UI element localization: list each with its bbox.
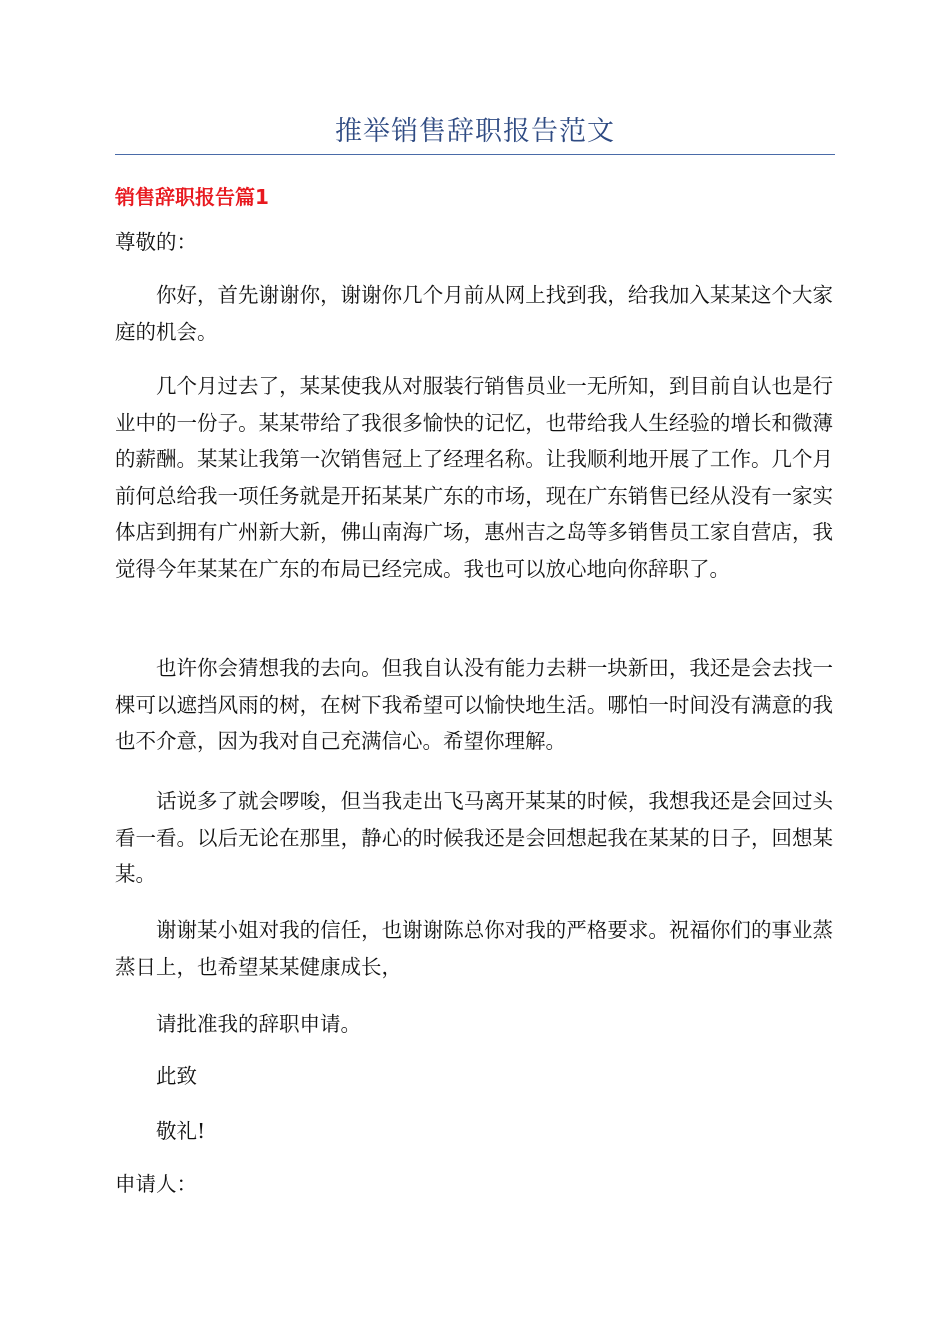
paragraph-thanks: 谢谢某小姐对我的信任，也谢谢陈总你对我的严格要求。祝福你们的事业蒸蒸日上，也希望某某健康成长，	[115, 918, 833, 979]
paragraph-greeting: 你好，首先谢谢你，谢谢你几个月前从网上找到我，给我加入某某这个大家庭的机会。	[115, 283, 833, 344]
paragraph-farewell: 话说多了就会啰唆，但当我走出飞马离开某某的时候，我想我还是会回过头看一看。以后无论在那里，静心的时候我还是会回想起我在某某的日子，回想某某。	[115, 789, 833, 886]
section-heading: 销售辞职报告篇1	[115, 185, 269, 209]
closing-jingli: 敬礼!	[156, 1119, 206, 1143]
paragraph-request: 请批准我的辞职申请。	[156, 1012, 361, 1036]
salutation: 尊敬的：	[115, 230, 197, 254]
title-divider	[115, 154, 835, 155]
paragraph-experience: 几个月过去了，某某使我从对服装行销售员业一无所知，到目前自认也是行业中的一份子。某某带给了我很多愉快的记忆，也带给我人生经验的增长和微薄的薪酬。某某让我第一次销售冠上了经理名称。让我顺利地开展了工作。几个月前何总给我一项任务就是开拓某某广东的市场，现在广东销售已经从没有一家实体店到拥有广州新大新，佛山南海广场，惠州吉之岛等多销售员工家自营店，我觉得今年某某在广东的布局已经完成。我也可以放心地向你辞职了。	[115, 374, 833, 581]
paragraph-future: 也许你会猜想我的去向。但我自认没有能力去耕一块新田，我还是会去找一棵可以遮挡风雨的树，在树下我希望可以愉快地生活。哪怕一时间没有满意的我也不介意，因为我对自己充满信心。希望你理解。	[115, 656, 833, 753]
closing-cizhi: 此致	[156, 1064, 197, 1088]
signature-line: 申请人：	[115, 1172, 197, 1196]
document-title: 推举销售辞职报告范文	[335, 116, 615, 147]
